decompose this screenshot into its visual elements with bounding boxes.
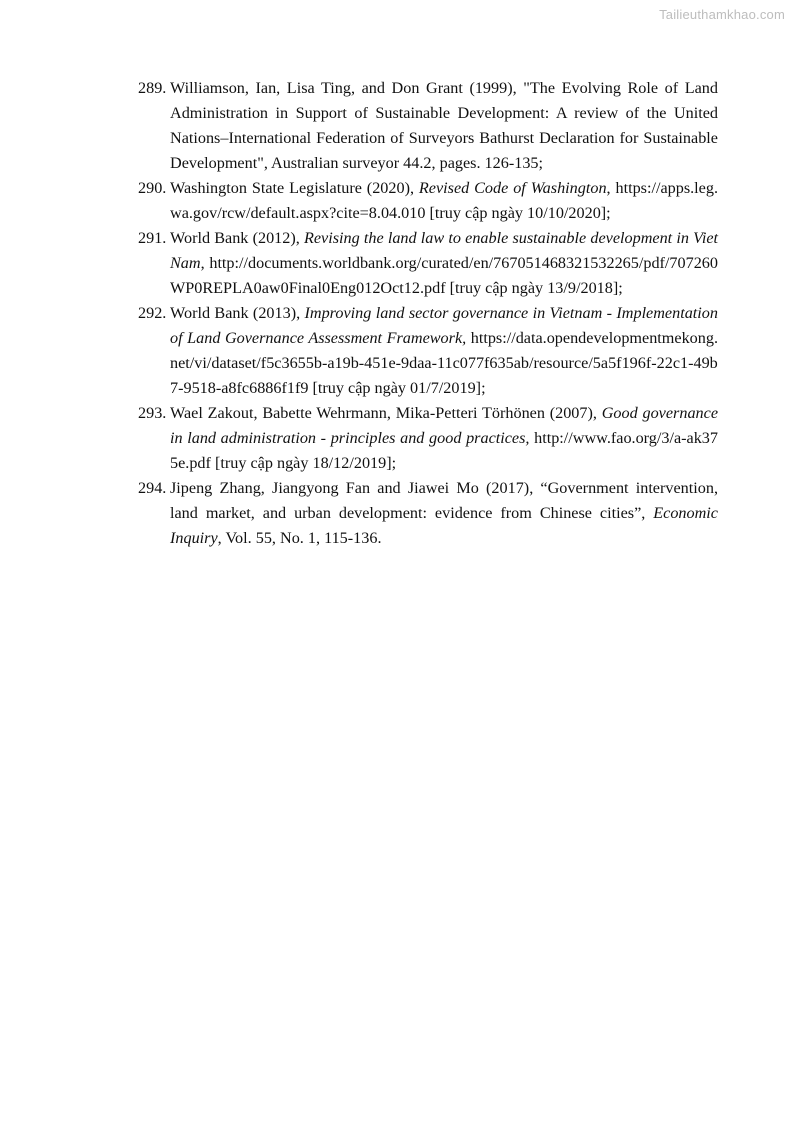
reference-title: Good governance in land administration - principles and good practices, bbox=[170, 404, 719, 447]
reference-segment: Williamson, Ian, Lisa Ting, and Don Grant (1999), "The Evolving Role of Land Administration in Support of Sustainable Development: A review of the United Nations–International Federation of Surveyors Bathurst Declaration for Sustainable Development", Australian surveyor 44.2, pages. 126-135; bbox=[170, 79, 718, 172]
reference-text bbox=[170, 226, 718, 301]
reference-number: 294. bbox=[138, 479, 167, 497]
reference-list bbox=[138, 76, 718, 551]
reference-item bbox=[138, 226, 718, 301]
reference-item bbox=[138, 476, 718, 551]
reference-segment: https://data.opendevelopmentmekong.net/vi/dataset/f5c3655b-a19b-451e-9daa-11c077f635ab/resource/5a5f196f-22c1-49b7-9518-a8fc6886f1f9 [truy cập ngày 01/7/2019]; bbox=[170, 329, 718, 397]
reference-title: Revising the land law to enable sustainable development in Viet Nam bbox=[170, 229, 718, 272]
reference-title: Revised Code of Washington bbox=[418, 179, 607, 197]
reference-text bbox=[170, 176, 718, 226]
reference-item bbox=[138, 301, 718, 401]
reference-segment: World Bank (2013), bbox=[170, 304, 305, 322]
watermark: Tailieuthamkhao.com bbox=[659, 7, 785, 22]
reference-segment: , https://apps.leg.wa.gov/rcw/default.aspx?cite=8.04.010 [truy cập ngày 10/10/2020]; bbox=[170, 179, 719, 222]
reference-number: 293. bbox=[138, 404, 167, 422]
reference-segment: Wael Zakout, Babette Wehrmann, Mika-Petteri Törhönen (2007), bbox=[170, 404, 602, 422]
reference-text bbox=[170, 301, 718, 401]
reference-number: 290. bbox=[138, 179, 167, 197]
reference-text bbox=[170, 401, 718, 476]
reference-item bbox=[138, 76, 718, 176]
reference-segment: Washington State Legislature (2020), bbox=[170, 179, 419, 197]
reference-title: Economic Inquiry bbox=[170, 504, 718, 547]
reference-title: Improving land sector governance in Vietnam - Implementation of Land Governance Assessment Framework, bbox=[170, 304, 718, 347]
reference-segment: http://www.fao.org/3/a-ak375e.pdf [truy cập ngày 18/12/2019]; bbox=[170, 429, 718, 472]
reference-item bbox=[138, 176, 718, 226]
reference-text bbox=[170, 76, 718, 176]
reference-item bbox=[138, 401, 718, 476]
reference-text bbox=[170, 476, 718, 551]
reference-segment: , http://documents.worldbank.org/curated/en/767051468321532265/pdf/707260 WP0REPLA0aw0Final0Eng012Oct12.pdf [truy cập ngày 13/9/2018]; bbox=[170, 254, 718, 297]
reference-segment: Jipeng Zhang, Jiangyong Fan and Jiawei Mo (2017), “Government intervention, land market, and urban development: evidence from Chinese cities”, bbox=[170, 479, 718, 522]
reference-segment: World Bank (2012), bbox=[170, 229, 304, 247]
reference-number: 289. bbox=[138, 79, 167, 97]
reference-segment: , Vol. 55, No. 1, 115-136. bbox=[217, 529, 382, 547]
reference-number: 292. bbox=[138, 304, 167, 322]
reference-number: 291. bbox=[138, 229, 167, 247]
